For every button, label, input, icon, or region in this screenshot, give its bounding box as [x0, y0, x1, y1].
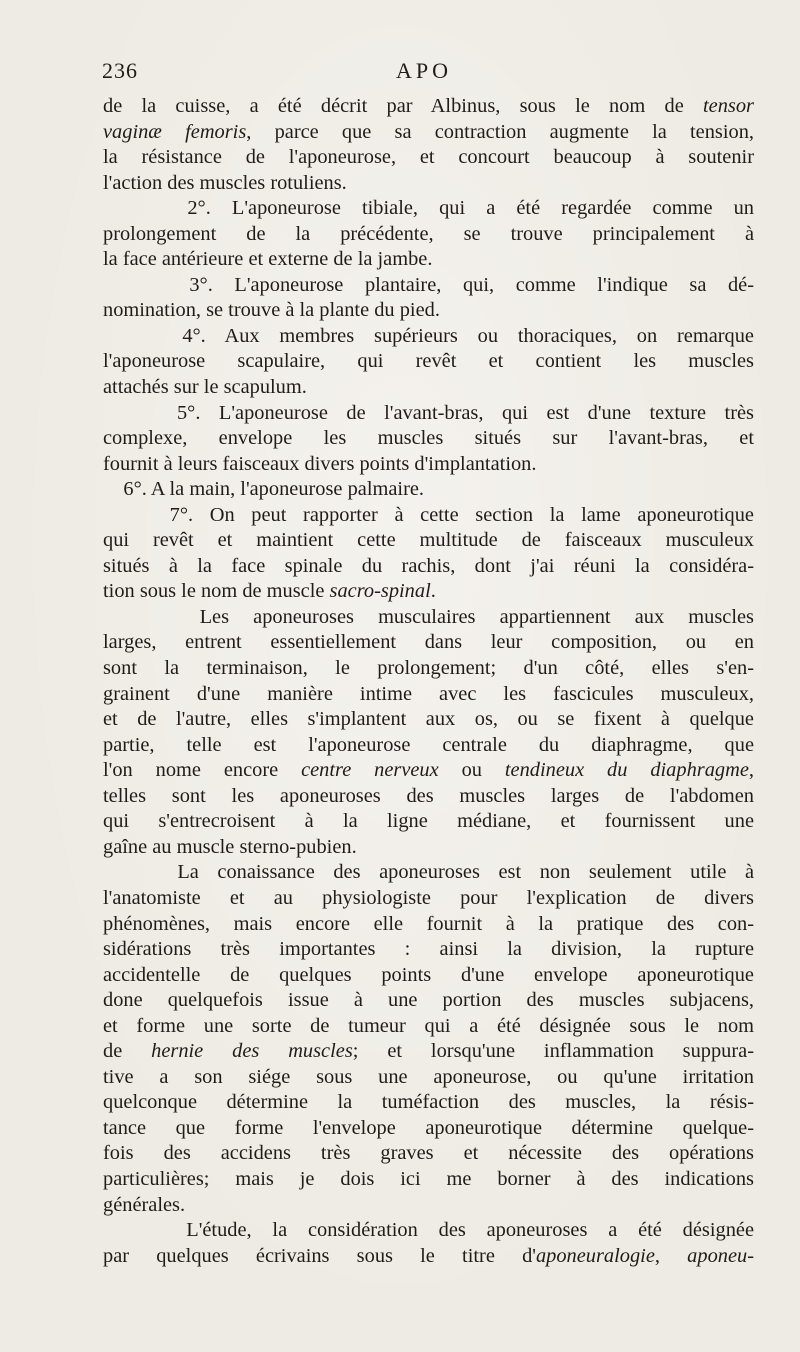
text-segment: gaîne au muscle sterno-pubien. — [103, 835, 357, 858]
text-segment: l'action des muscles rotuliens. — [103, 171, 347, 194]
text-segment: accidentelle de quelques points d'une envelope aponeurotique — [103, 963, 754, 986]
text-segment: attachés sur le scapulum. — [103, 376, 307, 399]
text-segment: nomination, se trouve à la plante du pied. — [103, 299, 440, 322]
text-line — [103, 682, 754, 708]
text-segment: de la cuisse, a été décrit par Albinus, sous le nom de — [103, 95, 704, 117]
text-segment: 3°. L'aponeurose plantaire, qui, comme l'indique sa dé- — [103, 273, 754, 296]
italic-text: tensor — [703, 95, 754, 117]
text-segment: , — [748, 759, 754, 782]
text-segment: tion sous le nom de muscle — [103, 580, 330, 603]
text-line — [103, 656, 754, 682]
text-line — [103, 1090, 754, 1116]
text-segment: 4°. Aux membres supérieurs ou thoraciques, on remarque — [103, 324, 754, 347]
text-line — [103, 1244, 754, 1270]
text-line — [103, 1218, 754, 1244]
text-segment: ; et lorsqu'une inflammation suppura- — [352, 1040, 755, 1063]
text-segment: prolongement de la précédente, se trouve principalement à — [103, 222, 754, 245]
text-segment: par quelques écrivains sous le titre d' — [103, 1244, 536, 1267]
text-line — [103, 860, 754, 886]
text-segment: la face antérieure et externe de la jambe. — [103, 248, 433, 271]
text-line — [103, 630, 754, 656]
text-line — [103, 426, 754, 452]
italic-text: hernie des muscles — [151, 1040, 353, 1063]
text-segment: La conaissance des aponeuroses est non seulement utile à — [103, 861, 754, 884]
text-line — [103, 707, 754, 733]
text-line — [103, 758, 754, 784]
text-line — [103, 554, 754, 580]
italic-text: centre nerveux — [301, 759, 439, 782]
text-segment: l'on nome encore — [103, 759, 302, 782]
text-line — [103, 1039, 754, 1065]
italic-text: aponeu- — [687, 1244, 754, 1267]
text-line — [103, 937, 754, 963]
text-line — [103, 120, 754, 146]
text-segment: la résistance de l'aponeurose, et concourt beaucoup à soutenir — [103, 146, 754, 169]
text-segment: grainent d'une manière intime avec les fascicules musculeux, — [103, 682, 754, 705]
text-line — [103, 171, 754, 197]
text-line — [103, 94, 754, 120]
text-segment: générales. — [103, 1193, 186, 1216]
text-line — [103, 222, 754, 248]
text-segment: et de l'autre, elles s'implantent aux os, ou se fixent à quelque — [103, 708, 754, 731]
text-segment: et forme une sorte de tumeur qui a été désignée sous le nom — [103, 1014, 754, 1037]
text-segment: 7°. On peut rapporter à cette section la lame aponeurotique — [103, 503, 754, 526]
text-line — [103, 963, 754, 989]
body-text — [103, 94, 754, 1269]
text-line — [103, 401, 754, 427]
text-segment: telles sont les aponeuroses des muscles larges de l'abdomen — [103, 784, 754, 807]
text-segment: qui s'entrecroisent à la ligne médiane, et fournissent une — [103, 810, 754, 833]
text-segment: sont la terminaison, le prolongement; d'un côté, elles s'en- — [103, 657, 754, 680]
text-line — [103, 579, 754, 605]
text-segment: phénomènes, mais encore elle fournit à la pratique des con- — [103, 912, 754, 935]
text-line — [103, 988, 754, 1014]
text-line — [103, 886, 754, 912]
text-segment: l'anatomiste et au physiologiste pour l'explication de divers — [103, 886, 754, 909]
text-segment: fois des accidens très graves et nécessite des opérations — [103, 1142, 754, 1165]
text-line — [103, 733, 754, 759]
text-segment: . — [430, 580, 436, 603]
text-line — [103, 196, 754, 222]
text-line — [103, 1193, 754, 1219]
italic-text: sacro-spinal — [329, 580, 431, 603]
text-line — [103, 273, 754, 299]
text-segment: 2°. L'aponeurose tibiale, qui a été regardée comme un — [103, 197, 754, 220]
text-segment: , — [654, 1244, 688, 1267]
text-line — [103, 1167, 754, 1193]
text-segment: qui revêt et maintient cette multitude de faisceaux musculeux — [103, 529, 754, 552]
text-segment: L'étude, la considération des aponeuroses a été désignée — [103, 1219, 754, 1242]
text-line — [103, 1065, 754, 1091]
text-segment: 6°. A la main, l'aponeurose palmaire. — [103, 478, 425, 501]
text-line — [103, 452, 754, 478]
text-line — [103, 912, 754, 938]
text-line — [103, 503, 754, 529]
text-segment: tance que forme l'envelope aponeurotique détermine quelque- — [103, 1116, 754, 1139]
text-line — [103, 1141, 754, 1167]
text-line — [103, 298, 754, 324]
text-segment: Les aponeuroses musculaires appartiennent aux muscles — [103, 605, 754, 628]
text-segment: particulières; mais je dois ici me borner à des indications — [103, 1167, 754, 1190]
text-segment: quelconque détermine la tuméfaction des muscles, la résis- — [103, 1091, 754, 1114]
text-segment: complexe, envelope les muscles situés sur l'avant-bras, et — [103, 427, 754, 450]
text-segment: ou — [438, 759, 505, 782]
italic-text: vaginæ femoris — [103, 120, 247, 143]
text-line — [103, 809, 754, 835]
text-segment: de — [103, 1040, 152, 1063]
text-segment: larges, entrent essentiellement dans leur composition, ou en — [103, 631, 754, 654]
text-segment: situés à la face spinale du rachis, dont j'ai réuni la considéra- — [103, 554, 754, 577]
running-head: APO — [396, 58, 453, 83]
italic-text: tendineux du diaphragme — [504, 759, 749, 782]
text-line — [103, 477, 754, 503]
text-line — [103, 349, 754, 375]
text-segment: done quelquefois issue à une portion des muscles subjacens, — [103, 989, 754, 1012]
text-line — [103, 1014, 754, 1040]
text-segment: l'aponeurose scapulaire, qui revêt et contient les muscles — [103, 350, 754, 373]
text-line — [103, 1116, 754, 1142]
text-line — [103, 605, 754, 631]
text-segment: , parce que sa contraction augmente la tension, — [246, 120, 755, 143]
text-line — [103, 145, 754, 171]
page-number: 236 — [102, 58, 138, 83]
text-segment: partie, telle est l'aponeurose centrale du diaphragme, que — [103, 733, 754, 756]
text-segment: 5°. L'aponeurose de l'avant-bras, qui est d'une texture très — [103, 401, 754, 424]
italic-text: aponeuralogie — [535, 1244, 655, 1267]
text-segment: tive a son siége sous une aponeurose, ou qu'une irritation — [103, 1065, 754, 1088]
text-line — [103, 784, 754, 810]
page-header — [100, 58, 748, 92]
text-segment: fournit à leurs faisceaux divers points d'implantation. — [103, 452, 537, 475]
text-segment: sidérations très importantes : ainsi la division, la rupture — [103, 938, 754, 961]
text-line — [103, 528, 754, 554]
text-line — [103, 324, 754, 350]
text-line — [103, 375, 754, 401]
text-line — [103, 835, 754, 861]
text-line — [103, 247, 754, 273]
